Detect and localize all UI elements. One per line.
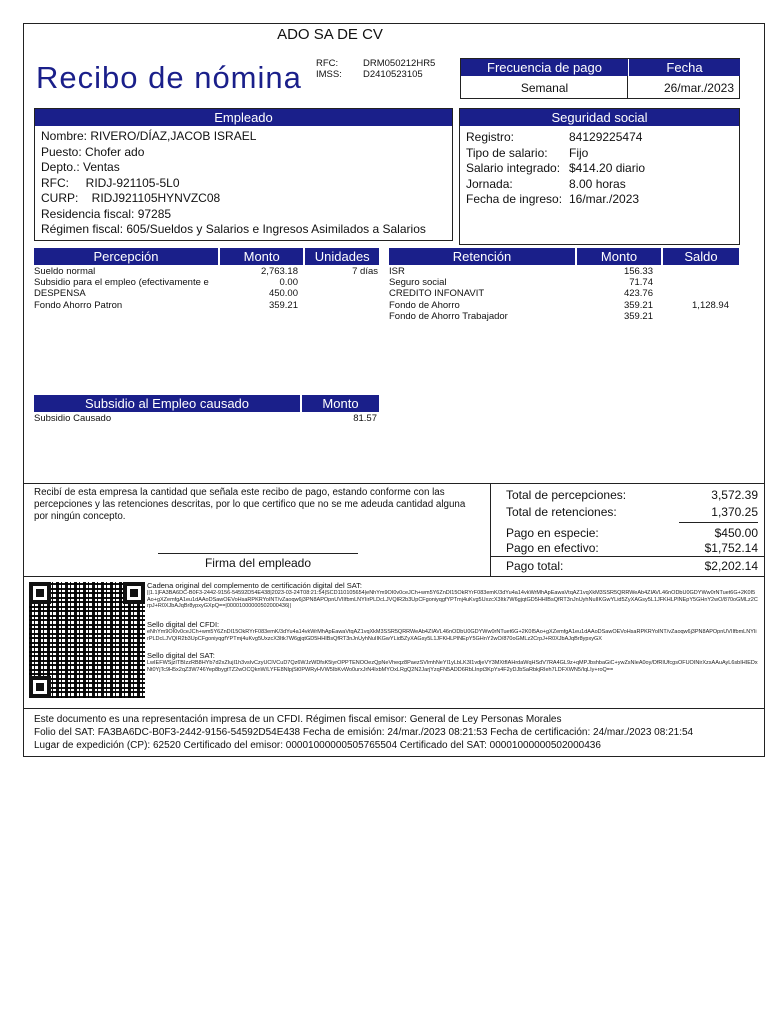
sat-stamps (147, 581, 758, 687)
totals-divider (490, 483, 491, 576)
cadena-label: Cadena original del complemento de certificación digital del SAT: (147, 581, 362, 590)
signature-line (158, 553, 358, 554)
table-row (34, 288, 379, 299)
social-row (466, 192, 739, 208)
table-row (389, 266, 739, 277)
retencion-monto: 423.76 (623, 288, 653, 300)
social-security-box (459, 108, 740, 245)
employee-regime: Régimen fiscal: 605/Sueldos y Salarios e Ingresos Asimilados a Salarios (41, 222, 426, 236)
footer-line-1: Este documento es una representación impresa de un CFDI. Régimen fiscal emisor: General de Ley Personas Morales (34, 714, 562, 725)
employer-rfc: DRM050212HR5 (363, 58, 436, 69)
percepcion-unidades (298, 288, 378, 299)
percepciones-table (34, 248, 379, 311)
retencion-saldo-header: Saldo (663, 248, 739, 265)
total-retenciones-value: 1,370.25 (679, 505, 758, 523)
employee-name: Nombre: RIVERO/DÍAZ,JACOB ISRAEL (41, 129, 257, 143)
declaration-text: Recibí de esta empresa la cantidad que señala este recibo de pago, estando conforme con las percepciones y las retenciones descritas, por lo que certifico que no se me adeuda cantidad alguna por ningún concepto. (34, 487, 466, 522)
table-row (34, 413, 379, 424)
retencion-concept: Seguro social (389, 277, 447, 289)
divider (23, 708, 765, 709)
employee-box (34, 108, 453, 241)
social-header: Seguridad social (460, 109, 739, 126)
table-row (389, 288, 739, 299)
payment-frequency: Semanal (520, 81, 569, 95)
percepcion-units-header: Unidades (305, 248, 379, 265)
percepcion-monto: 359.21 (268, 299, 298, 311)
subsidio-table (34, 395, 379, 424)
pago-total-label: Pago total: (506, 559, 564, 573)
employee-residence: Residencia fiscal: 97285 (41, 206, 172, 221)
employer-ids (316, 58, 342, 80)
page-title: Recibo de nómina (36, 60, 302, 95)
employer-imss: D2410523105 (363, 69, 423, 80)
subsidio-header: Subsidio al Empleo causado (34, 395, 300, 412)
percepcion-monto-header: Monto (220, 248, 304, 265)
sello-sat-label: Sello digital del SAT: (147, 651, 215, 660)
retencion-monto: 71.74 (629, 277, 653, 289)
totals-box (506, 488, 758, 556)
subsidio-monto: 81.57 (353, 413, 377, 424)
social-label: Tipo de salario: (466, 145, 548, 160)
social-value: Fijo (569, 145, 589, 160)
total-separator (490, 556, 765, 557)
employee-rfc: RFC: RIDJ-921105-5L0 (41, 175, 180, 190)
table-row (389, 311, 739, 322)
percepcion-header: Percepción (34, 248, 218, 265)
total-percepciones-value: 3,572.39 (711, 488, 758, 502)
subsidio-monto-header: Monto (302, 395, 379, 412)
table-row (34, 300, 379, 311)
social-value: 84129225474 (569, 130, 643, 144)
retencion-concept: CREDITO INFONAVIT (389, 288, 485, 300)
retencion-saldo (653, 288, 729, 299)
retencion-saldo: 1,128.94 (692, 299, 729, 311)
retencion-concept: Fondo de Ahorro Trabajador (389, 310, 508, 322)
social-row (466, 161, 739, 177)
cadena-original: ||1.1|FA3BA6DC-B0F3-2442-9156-54592D54E438|2023-03-24T08:21:54|SCD110105654|eNhYm9OI0v0ceJCh+wm5Y6ZnDI15OkRYrF083emK/3dYu4a14vkWrMhApEawaVtqAZ1vqXkM3SSR5QRRWeAb4ZIAVL46nODbU0GDYWw0rNTuet6G+2K0I5Ao+gXZemfgA1eu1dAAoDSawOEVoHsaRPKRYoINT/vZaoqw6j3PN8APOpnUVIIfbmLNYIirPLDcLJVQIR2b3UpCFgoniyqgfYPTmj4uKvg5UxzcX3Itk7W6gjqtGD5HHIBsQfRT3nJnUyhNuIIKGwYLid5ZyXAGsy5L1JFKHLPlNEpY5GHnY2wO/870oGMLz2CrpJ+R0XJbAJqBr8ypxyGXpQ==|00001000000502000436|| (147, 590, 758, 610)
rfc-label: RFC: (316, 58, 339, 69)
table-row (34, 277, 379, 288)
social-label: Salario integrado: (466, 161, 561, 175)
payment-box (460, 58, 740, 99)
sello-cfdi: eNhYm9OI0v0ceJCh+wm5Y6ZnDI15OkRYrF083emK/3dYu4a14vkWrMhApEawaVtqAZ1vqXkM3SSR5QRRWeAb4ZIAVL46nODbU0GDYWw0rNTuet6G+2K0I5Ao+gXZemfgA1eu1dAAoDSawOEVoHsaRPKRYoINT/vZaoqw6j3PN8APOpnUVIIfbmLNYIirPLDcLJVQIR2b3UpCFgoniyqgfYPTmj4uKvg5UxzcX3Itk7W6gjqtGD5HHIBsQfRT3nJnUyhNuIIKGwYLid5ZyXAGsy5L1JFKHLPlNEpY5GHnY2wO/870oGMLz2CrpJ+R0XJbAJqBr8ypxyGX (147, 629, 757, 642)
percepcion-unidades: 7 días (352, 266, 378, 277)
payment-date: 26/mar./2023 (663, 81, 734, 95)
pago-efectivo-label: Pago en efectivo: (506, 541, 599, 555)
signature-label: Firma del empleado (204, 556, 312, 570)
retencion-concept: Fondo de Ahorro (389, 299, 460, 311)
employer-values (363, 58, 435, 80)
percepcion-monto: 0.00 (279, 277, 298, 289)
pago-total-row (506, 559, 758, 575)
retenciones-table (389, 248, 739, 322)
total-retenciones-label: Total de retenciones: (506, 505, 617, 519)
percepcion-concept: Sueldo normal (34, 266, 96, 277)
footer (34, 713, 693, 752)
social-value: 8.00 horas (569, 176, 626, 191)
employee-department: Depto.: Ventas (41, 160, 120, 174)
social-label: Fecha de ingreso: (466, 192, 563, 206)
divider (23, 483, 765, 484)
retencion-monto: 156.33 (623, 266, 653, 277)
percepcion-unidades (298, 300, 378, 311)
table-row (34, 266, 379, 277)
pago-especie-value: $450.00 (714, 526, 758, 540)
percepcion-monto: 2,763.18 (261, 266, 298, 277)
percepcion-unidades (298, 277, 378, 288)
table-row (389, 300, 739, 311)
social-value: $414.20 diario (569, 161, 646, 175)
social-row (466, 146, 739, 162)
percepcion-concept: Fondo Ahorro Patron (34, 299, 123, 311)
divider (23, 576, 765, 577)
percepcion-monto: 450.00 (268, 288, 298, 300)
social-value: 16/mar./2023 (569, 192, 640, 206)
retencion-monto-header: Monto (577, 248, 661, 265)
qr-code (29, 582, 145, 698)
sello-sat: LwIEFWSjzITBIzzRB8HYb7d2xZIujI1h3vsIvCzyUClVCuD7Qz6WJzWDfsK5iyrOPPTENOOezQpNeVheqz8PaezSVlmhNeYI1yLbLK3I1vdjeVY3MXtfIAHrdaWqHSdV7RA4GL9z+qMPJbshbaGiC+ywZsNleA0oy/DfRIUfcgsOFUOINirXzsAAuAyL6sbIHIEDxNt0YjTc9H5x2qZ3W746Yep8bygtTZ2wOCQknW/LYFE8NlpjSt0PWRyHVW5IbKvWo0urxJrN4IxbMYOxLRgQ2N2JarjYzqFN5ADD6RbLInpt3KpYs4F2yDJbSaRbkjRIeh7LDFXWN5/IqLIy+roQ== (147, 660, 758, 673)
imss-label: IMSS: (316, 69, 342, 80)
retencion-saldo (653, 266, 729, 277)
subsidio-concept: Subsidio Causado (34, 413, 112, 424)
table-row (389, 277, 739, 288)
frequency-header: Frecuencia de pago (461, 59, 628, 76)
pago-efectivo-value: $1,752.14 (704, 541, 758, 555)
total-percepciones-label: Total de percepciones: (506, 488, 627, 502)
footer-line-2: Folio del SAT: FA3BA6DC-B0F3-2442-9156-54592D54E438 Fecha de emisión: 24/mar./2023 08:21:53 Fecha de certificación: 24/mar./2023 08:21:54 (34, 727, 694, 738)
percepcion-concept: DESPENSA (34, 288, 86, 300)
social-label: Registro: (466, 130, 515, 144)
employee-curp: CURP: RIDJ921105HYNVZC08 (41, 191, 221, 205)
retencion-monto: 359.21 (623, 299, 653, 311)
sello-cfdi-label: Sello digital del CFDI: (147, 620, 220, 629)
footer-line-3: Lugar de expedición (CP): 62520 Certificado del emisor: 00001000000505765504 Certificado del SAT: 00001000000502000436 (34, 740, 601, 751)
retencion-header: Retención (389, 248, 575, 265)
social-row (466, 130, 739, 146)
employee-position: Puesto: Chofer ado (41, 144, 145, 159)
percepcion-concept: Subsidio para el empleo (efectivamente e (34, 277, 209, 289)
social-label: Jornada: (466, 176, 513, 191)
social-row (466, 177, 739, 193)
retencion-saldo (653, 277, 729, 288)
retencion-concept: ISR (389, 266, 405, 277)
retencion-saldo (653, 311, 729, 322)
pago-especie-label: Pago en especie: (506, 526, 599, 540)
date-header: Fecha (629, 59, 740, 76)
retencion-monto: 359.21 (623, 310, 653, 322)
employee-header: Empleado (35, 109, 452, 126)
company-name: ADO SA DE CV (277, 26, 383, 43)
pago-total-value: $2,202.14 (704, 559, 758, 573)
